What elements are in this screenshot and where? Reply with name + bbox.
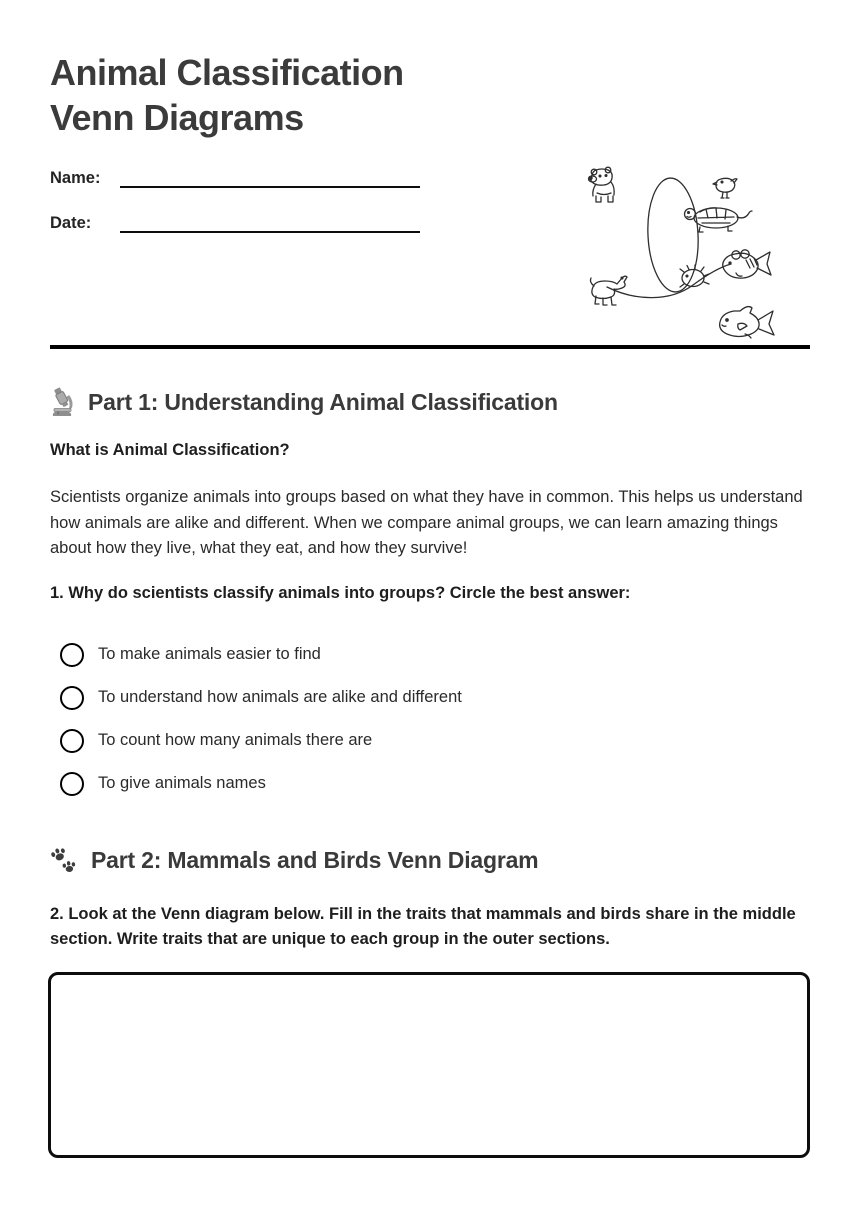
paw-prints-icon — [50, 846, 80, 876]
part2-heading-text: Part 2: Mammals and Birds Venn Diagram — [91, 847, 539, 873]
part2-heading — [50, 846, 810, 876]
option-row-3[interactable] — [50, 729, 810, 753]
date-label: Date: — [50, 214, 92, 232]
part1-heading-text: Part 1: Understanding Animal Classification — [88, 388, 558, 415]
bird-drawing — [713, 178, 737, 198]
turtle-drawing — [685, 208, 753, 232]
part1-paragraph: Scientists organize animals into groups based on what they have in common. This helps us understand how animals are alike and different. When we compare animal groups, we can learn amazing things about how they live, what they eat, and how they survive! — [50, 488, 803, 557]
option-label-3: To count how many animals there are — [98, 731, 373, 749]
page-title-line2: Venn Diagrams — [50, 97, 304, 138]
microscope-icon — [50, 387, 77, 417]
radio-circle-1[interactable] — [60, 643, 84, 667]
option-label-4: To give animals names — [98, 774, 266, 792]
radio-circle-2[interactable] — [60, 686, 84, 710]
animal-illustration — [580, 148, 810, 348]
fish-with-glasses-drawing — [723, 250, 771, 278]
venn-diagram-box[interactable] — [48, 972, 810, 1158]
part1-subheading: What is Animal Classification? — [50, 441, 290, 459]
option-row-1[interactable] — [50, 643, 810, 667]
part1-heading — [50, 387, 810, 417]
radio-circle-4[interactable] — [60, 772, 84, 796]
option-label-1: To make animals easier to find — [98, 645, 321, 663]
option-label-2: To understand how animals are alike and different — [98, 688, 462, 706]
radio-circle-3[interactable] — [60, 729, 84, 753]
question-1: 1. Why do scientists classify animals into groups? Circle the best answer: — [50, 583, 631, 602]
name-input-line[interactable] — [120, 168, 420, 188]
option-row-2[interactable] — [50, 686, 810, 710]
page-title-line1: Animal Classification — [50, 52, 404, 93]
page-title — [50, 50, 810, 140]
question-1-options — [50, 643, 810, 796]
name-label: Name: — [50, 169, 101, 187]
option-row-4[interactable] — [50, 772, 810, 796]
bear-drawing — [589, 167, 615, 202]
dog-drawing — [590, 276, 627, 305]
question-2: 2. Look at the Venn diagram below. Fill in the traits that mammals and birds share in the middle section. Write traits that are unique to each group in the outer sections. — [50, 904, 796, 948]
fish-drawing — [720, 307, 774, 338]
date-input-line[interactable] — [120, 213, 420, 233]
